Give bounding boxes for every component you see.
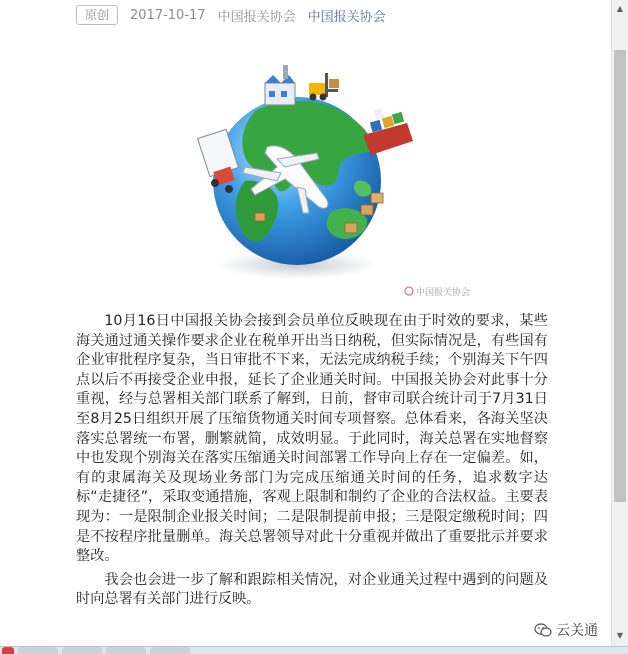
article-paragraph-1: 10月16日中国报关协会接到会员单位反映现在由于时效的要求，某些海关通过通关操作要求企业在税单开出当日纳税，但实际情况是，有些国有企业审批程序复杂，当日审批不下来，无法完成纳税手续；个别海关下午四点以后不再接受企业申报，延长了企业通关时间。中国报关协会对此事十分重视，经与总署相关部门联系了解到，日前，督审司联合统计司于7月31日至8月25日组织开展了压缩货物通关时间专项督察。总体看来，各海关坚决落实总署统一布署，删繁就简，成效明显。于此同时，海关总署在实地督察中也发现个别海关在落实压缩通关时间部署工作导向上存在一定偏差。如，有的隶属海关及现场业务部门为完成压缩通关时间的任务，追求数字达标“走捷径”，采取变通措施，客观上限制和制约了企业的合法权益。主要表现为：一是限制企业报关时间；二是限制提前申报；三是限定缴税时间；四是不按程序批量删单。海关总署领导对此十分重视并做出了重要批示并要求整改。	[76, 313, 548, 565]
taskbar-item[interactable]	[150, 647, 190, 654]
article-paragraph-2: 我会也会进一步了解和跟踪相关情况，对企业通关过程中遇到的问题及时向总署有关部门进行反映。	[76, 571, 548, 608]
scroll-up-arrow-icon[interactable]: ▲	[616, 4, 624, 13]
wechat-icon	[534, 623, 552, 637]
account-link[interactable]: 中国报关协会	[307, 9, 386, 25]
brand-name: 云关通	[556, 623, 598, 639]
taskbar-item[interactable]	[2, 647, 14, 654]
publish-date: 2017-10-17	[130, 7, 206, 23]
image-watermark-text: 中国报关协会	[416, 288, 471, 298]
original-tag: 原创	[76, 5, 118, 25]
factory-icon	[265, 65, 295, 105]
ship-icon	[363, 108, 413, 155]
taskbar	[0, 646, 628, 654]
taskbar-item[interactable]	[62, 647, 102, 654]
author-name: 中国报关协会	[217, 9, 296, 25]
vertical-scrollbar[interactable]	[611, 0, 628, 654]
taskbar-item[interactable]	[18, 647, 58, 654]
forklift-icon	[309, 73, 339, 101]
scroll-down-arrow-icon[interactable]: ▼	[616, 631, 624, 640]
scrollbar-thumb[interactable]	[614, 50, 626, 502]
image-watermark	[405, 286, 470, 298]
globe-logistics-illustration	[185, 63, 485, 303]
brand-watermark	[534, 620, 598, 640]
article-meta	[76, 4, 386, 26]
taskbar-item[interactable]	[106, 647, 146, 654]
article-body	[76, 312, 548, 614]
